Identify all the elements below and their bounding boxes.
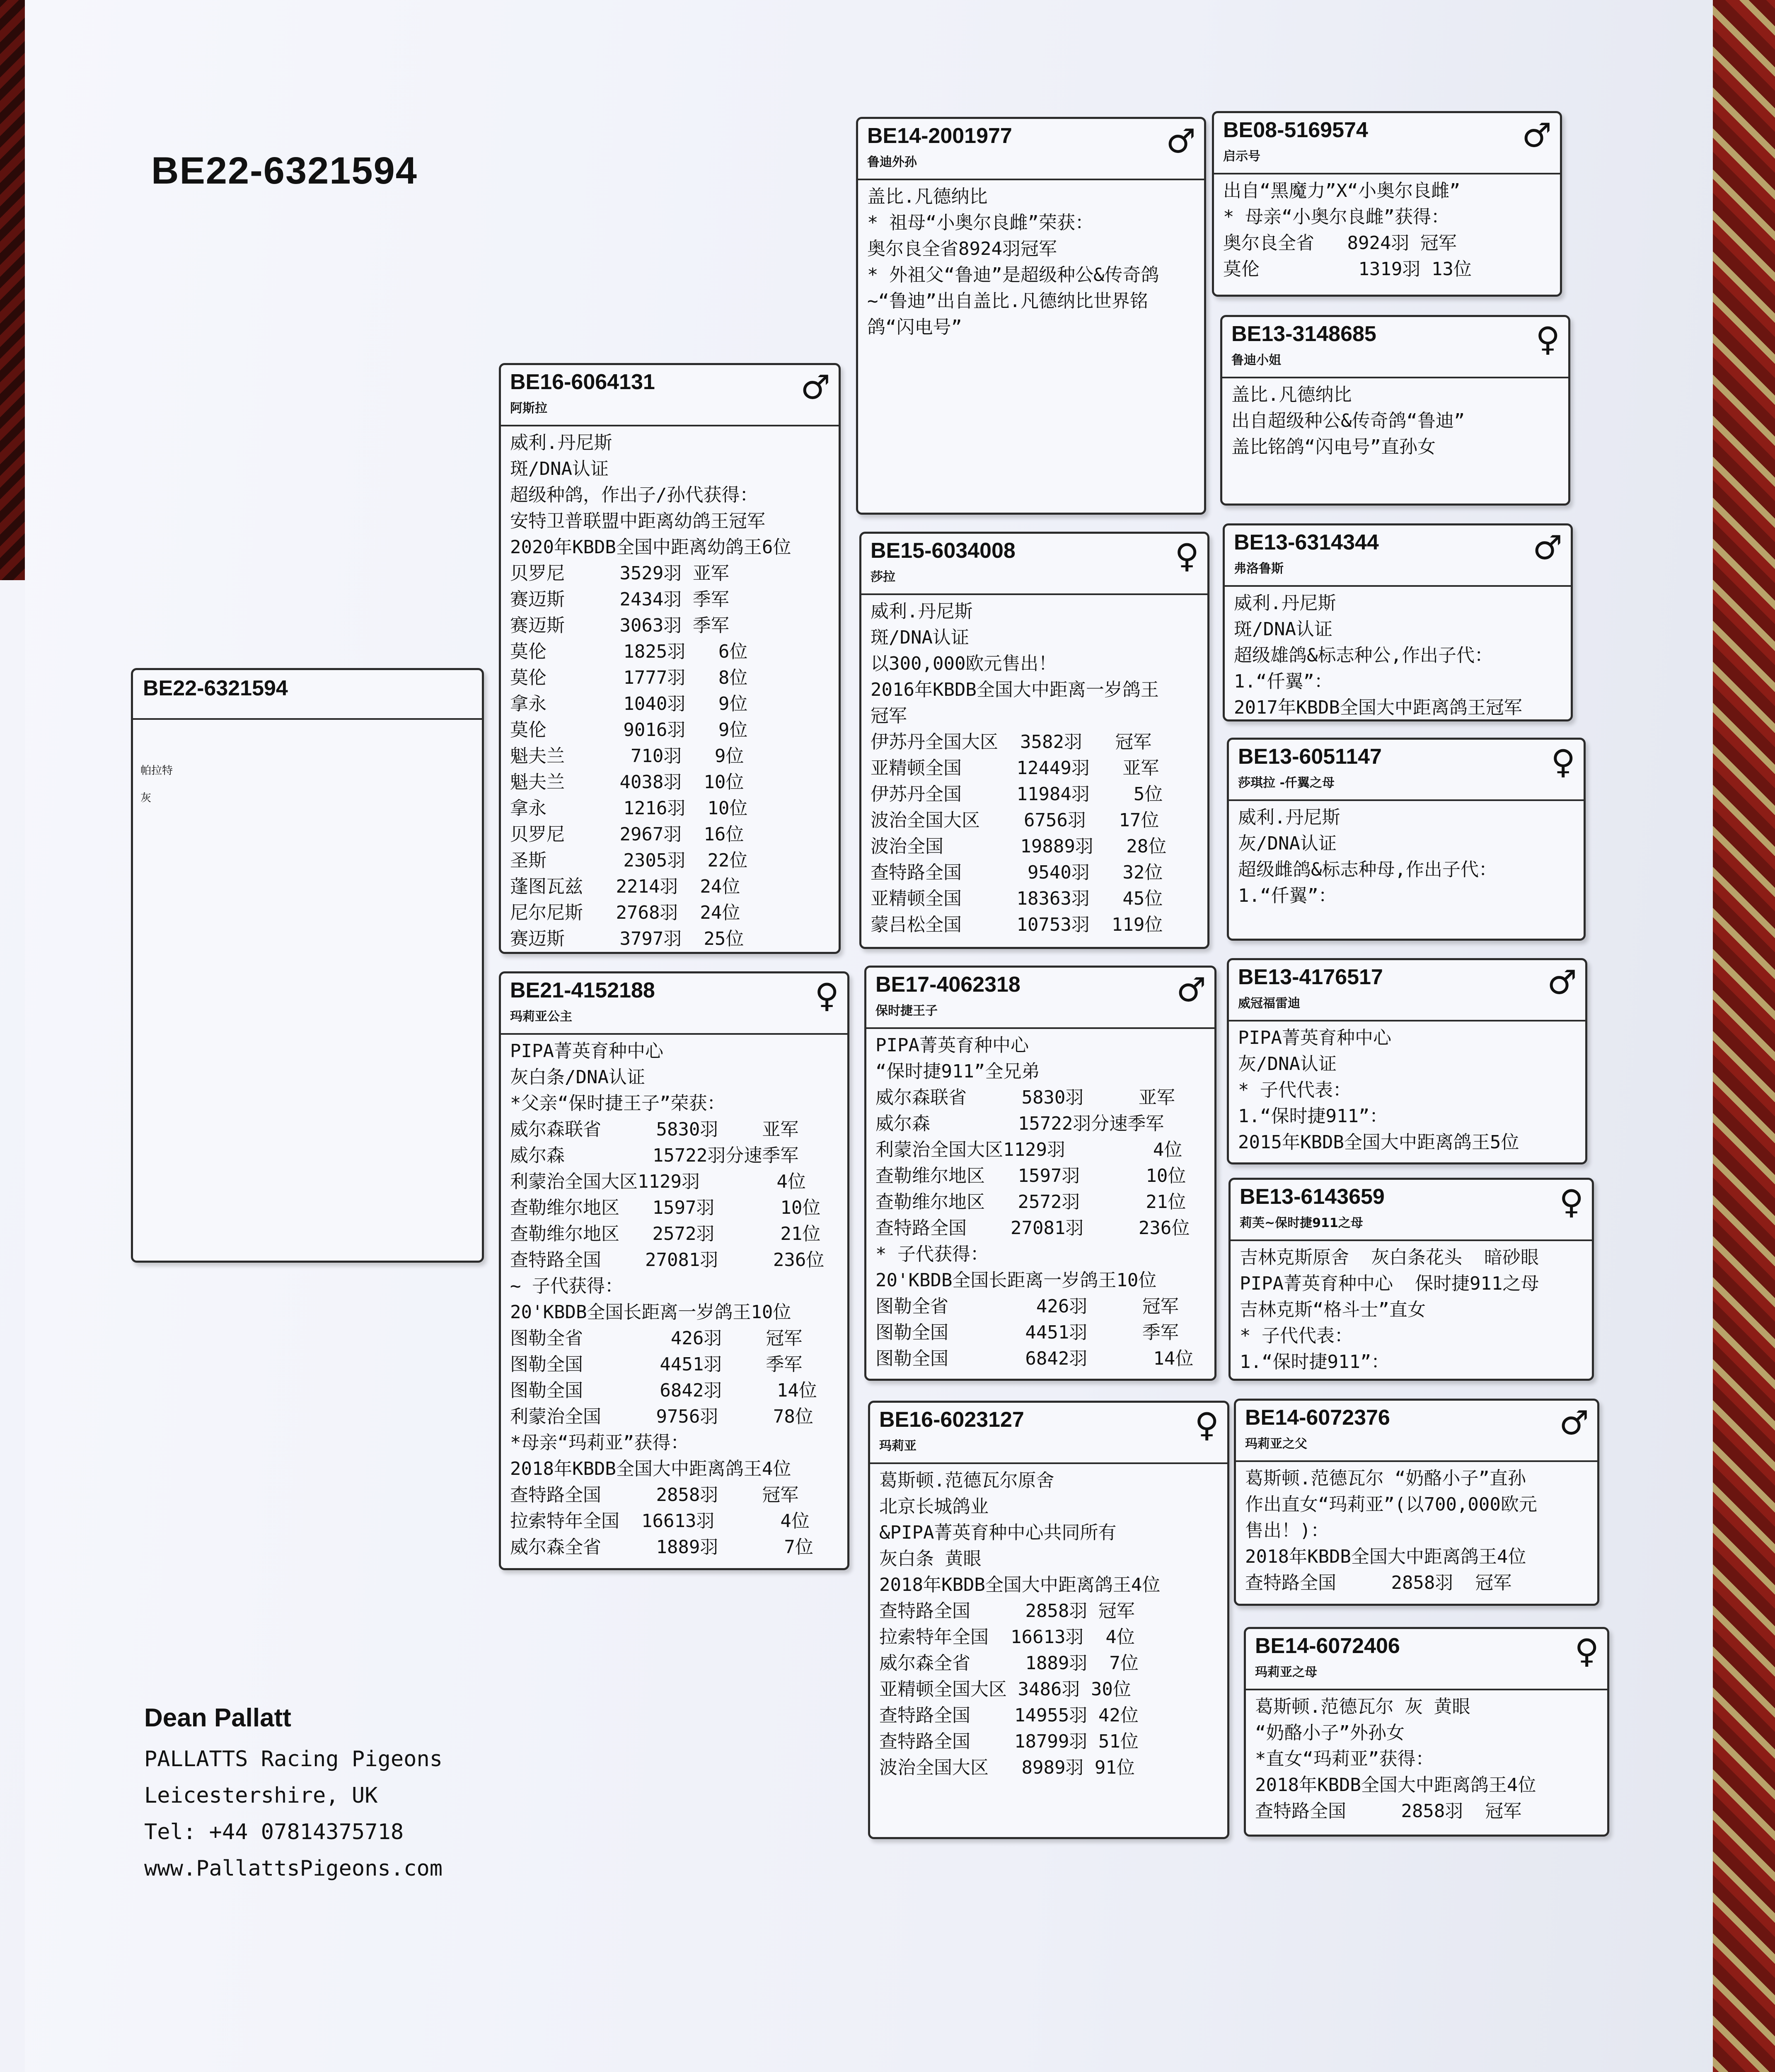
- card-line: 拉索特年全国 16613羽 4位: [879, 1627, 1135, 1648]
- male-symbol-icon: ♂: [1176, 971, 1206, 1009]
- card-line: “奶酪小子”外孙女: [1255, 1722, 1405, 1743]
- card-line: * 母亲“小奥尔良雌”获得：: [1223, 206, 1449, 228]
- card-line: 波治全国 19889羽 28位: [871, 836, 1167, 857]
- card-line: 2016年KBDB全国大中距离一岁鸽王: [871, 679, 1159, 700]
- card-line: 灰白条/DNA认证: [510, 1067, 645, 1088]
- card-line: 吉林克斯原舍 灰白条花头 暗砂眼: [1240, 1247, 1539, 1268]
- male-symbol-icon: ♂: [1533, 528, 1562, 567]
- card-header: [1225, 525, 1571, 587]
- card-line: 圣斯 2305羽 22位: [510, 850, 748, 871]
- female-symbol-icon: ♀: [1536, 320, 1560, 358]
- female-symbol-icon: ♀: [1574, 1632, 1599, 1670]
- breeder-contact: [144, 1703, 443, 1887]
- card-line: 莫伦 1825羽 6位: [510, 641, 748, 662]
- card-line: 2015年KBDB全国大中距离鸽王5位: [1238, 1132, 1519, 1153]
- card-line: 蓬图瓦兹 2214羽 24位: [510, 876, 740, 897]
- card-line: 盖比.凡德纳比: [1231, 384, 1352, 405]
- card-line: 查特路全国 18799羽 51位: [879, 1731, 1139, 1752]
- grandsire-dam-side-card: [864, 966, 1216, 1381]
- breeder-line: Tel: +44 07814375718: [144, 1820, 404, 1844]
- card-line: ~ 子代获得：: [510, 1276, 623, 1297]
- great-grandparent-card-4: [1227, 738, 1586, 941]
- card-line: 波治全国大区 6756羽 17位: [871, 810, 1159, 831]
- ring-number: BE13-6143659: [1240, 1185, 1385, 1209]
- bird-name: 玛莉亚: [879, 1439, 917, 1453]
- card-line: * 祖母“小奥尔良雌”荣获：: [867, 212, 1093, 233]
- male-symbol-icon: ♂: [1559, 1404, 1589, 1442]
- card-line: 图勒全国 4451羽 季军: [875, 1322, 1179, 1343]
- card-line: 以300,000欧元售出！: [871, 653, 1057, 674]
- card-line: 图勒全省 426羽 冠军: [510, 1328, 803, 1349]
- card-line: 斑/DNA认证: [871, 627, 969, 648]
- card-line: 查特路全国 2858羽 冠军: [510, 1484, 799, 1506]
- card-line: 莫伦 1777羽 8位: [510, 667, 748, 688]
- ring-number: BE15-6034008: [871, 539, 1016, 563]
- bird-name: 威冠福雷迪: [1238, 996, 1300, 1011]
- tablecloth-left: [0, 0, 25, 580]
- card-line: 图勒全国 6842羽 14位: [875, 1348, 1194, 1369]
- card-line: 盖比.凡德纳比: [867, 186, 988, 207]
- card-line: 查勒维尔地区 1597羽 10位: [875, 1165, 1186, 1186]
- card-line: 蒙吕松全国 10753羽 119位: [871, 914, 1163, 935]
- ring-number: BE08-5169574: [1223, 118, 1368, 142]
- card-line: 利蒙治全国大区1129羽 4位: [875, 1139, 1183, 1160]
- bird-name: 莉芙~保时捷911之母: [1240, 1216, 1363, 1230]
- ring-number: BE14-6072406: [1255, 1634, 1400, 1658]
- granddam-sire-side-card: [859, 532, 1209, 949]
- card-line: 查特路全国 2858羽 冠军: [1255, 1801, 1522, 1822]
- card-line: 灰/DNA认证: [1238, 833, 1337, 854]
- card-line: 斑/DNA认证: [510, 458, 609, 479]
- breeder-name: Dean Pallatt: [144, 1704, 291, 1732]
- card-line: 冠军: [871, 705, 907, 726]
- card-line: 伊苏丹全国大区 3582羽 冠军: [871, 731, 1152, 753]
- ring-number: BE16-6064131: [510, 370, 655, 394]
- card-body: [1225, 587, 1571, 721]
- card-line: *父亲“保时捷王子”荣获：: [510, 1093, 725, 1114]
- ring-number: BE14-6072376: [1245, 1406, 1390, 1430]
- card-line: 威尔森联省 5830羽 亚军: [875, 1087, 1175, 1108]
- card-body: [866, 1029, 1214, 1375]
- ring-number: BE16-6023127: [879, 1408, 1024, 1432]
- card-line: 2017年KBDB全国大中距离鸽王冠军: [1234, 697, 1522, 718]
- card-line: 盖比铭鸽“闪电号”直孙女: [1231, 436, 1436, 457]
- tablecloth-right: [1713, 0, 1775, 2072]
- great-grandparent-card-7: [1234, 1399, 1599, 1606]
- card-line: 葛斯顿.范德瓦尔 灰 黄眼: [1255, 1696, 1470, 1717]
- card-line: 魁夫兰 710羽 9位: [510, 746, 744, 767]
- card-line: 赛迈斯 2434羽 季军: [510, 589, 729, 610]
- great-grandparent-card-6: [1228, 1178, 1594, 1381]
- male-symbol-icon: ♂: [800, 368, 830, 407]
- card-line: * 子代代表：: [1240, 1325, 1353, 1346]
- card-line: 亚精顿全国 12449羽 亚军: [871, 758, 1159, 779]
- male-symbol-icon: ♂: [1522, 116, 1552, 155]
- ring-number: BE13-4176517: [1238, 965, 1383, 989]
- card-line: PIPA菁英育种中心: [1238, 1027, 1391, 1048]
- card-line: 贝罗尼 2967羽 16位: [510, 824, 744, 845]
- card-line: 伊苏丹全国 11984羽 5位: [871, 784, 1163, 805]
- card-line: * 子代代表：: [1238, 1080, 1351, 1101]
- card-line: 1.“仟翼”：: [1238, 885, 1337, 906]
- card-line: 赛迈斯 3063羽 季军: [510, 615, 729, 636]
- card-header: [1246, 1629, 1607, 1690]
- ring-number: BE13-6314344: [1234, 530, 1379, 554]
- card-line: 亚精顿全国 18363羽 45位: [871, 888, 1163, 909]
- subject-ring: BE22-6321594: [133, 670, 482, 720]
- card-line: 吉林克斯“格斗士”直女: [1240, 1299, 1426, 1320]
- bird-name: 鲁迪小姐: [1231, 353, 1281, 368]
- card-line: 1.“保时捷911”：: [1238, 1106, 1388, 1127]
- card-line: * 外祖父“鲁迪”是超级种公&传奇鸽: [867, 264, 1159, 286]
- card-line: 2018年KBDB全国大中距离鸽王4位: [510, 1458, 791, 1479]
- female-symbol-icon: ♀: [1559, 1183, 1584, 1221]
- card-body: [1246, 1690, 1607, 1828]
- female-symbol-icon: ♀: [815, 976, 839, 1015]
- card-line: 查勒维尔地区 2572羽 21位: [510, 1223, 821, 1244]
- card-body: [870, 1464, 1227, 1784]
- card-body: [1229, 801, 1584, 912]
- bird-name: 玛莉亚公主: [510, 1009, 572, 1024]
- card-line: 葛斯顿.范德瓦尔原舍: [879, 1470, 1054, 1491]
- bird-name: 玛莉亚之母: [1255, 1665, 1317, 1680]
- card-line: “保时捷911”全兄弟: [875, 1061, 1040, 1082]
- card-line: 20'KBDB全国长距离一岁鸽王10位: [875, 1270, 1157, 1291]
- dam-card: [499, 971, 849, 1570]
- bird-name: 弗洛鲁斯: [1234, 562, 1284, 576]
- card-line: 查特路全国 9540羽 32位: [871, 862, 1163, 883]
- card-line: 售出！)：: [1245, 1520, 1329, 1541]
- sire-card: [499, 363, 841, 954]
- card-line: 1.“仟翼”：: [1234, 671, 1332, 692]
- card-header: [858, 119, 1204, 180]
- ring-number: BE21-4152188: [510, 978, 655, 1002]
- card-line: 威尔森 15722羽分速季军: [510, 1145, 799, 1166]
- card-body: [1222, 378, 1568, 463]
- card-line: 2018年KBDB全国大中距离鸽王4位: [1245, 1546, 1526, 1567]
- grandsire-sire-side-card: [856, 117, 1206, 515]
- card-line: 莫伦 1319羽 13位: [1223, 259, 1472, 280]
- card-body: [1214, 174, 1560, 286]
- card-header: [501, 365, 839, 426]
- card-line: 威尔森全省 1889羽 7位: [510, 1537, 813, 1558]
- card-line: 超级雌鸽&标志种母,作出子代：: [1238, 859, 1497, 880]
- card-line: 查特路全国 27081羽 236位: [510, 1249, 825, 1271]
- great-grandparent-card-5: [1227, 958, 1587, 1164]
- card-line: 威利.丹尼斯: [1234, 593, 1336, 614]
- card-line: 查特路全国 14955羽 42位: [879, 1705, 1139, 1726]
- card-line: 出自超级种公&传奇鸽“鲁迪”: [1231, 410, 1465, 431]
- great-grandparent-card-1: [1212, 111, 1562, 297]
- card-line: 拿永 1216羽 10位: [510, 798, 748, 819]
- male-symbol-icon: ♂: [1166, 122, 1196, 160]
- card-line: 奥尔良全省8924羽冠军: [867, 238, 1057, 259]
- card-line: &PIPA菁英育种中心共同所有: [879, 1522, 1117, 1543]
- bird-name: 保时捷王子: [875, 1004, 938, 1018]
- subject-body: [133, 720, 482, 849]
- card-line: 20'KBDB全国长距离一岁鸽王10位: [510, 1302, 791, 1323]
- card-line: 灰/DNA认证: [1238, 1053, 1337, 1075]
- card-line: 鸽“闪电号”: [867, 317, 962, 338]
- card-line: 查勒维尔地区 1597羽 10位: [510, 1197, 821, 1218]
- card-line: * 子代获得：: [875, 1244, 989, 1265]
- granddam-dam-side-card: [868, 1401, 1229, 1839]
- card-header: [861, 534, 1207, 595]
- card-line: *母亲“玛莉亚”获得：: [510, 1432, 689, 1453]
- great-grandparent-card-8: [1244, 1627, 1609, 1837]
- card-line: 1.“保时捷911”：: [1240, 1351, 1390, 1372]
- card-line: 拉索特年全国 16613羽 4位: [510, 1510, 810, 1532]
- card-body: [1231, 1241, 1592, 1378]
- card-line: 2018年KBDB全国大中距离鸽王4位: [879, 1574, 1161, 1595]
- card-line: 威利.丹尼斯: [871, 601, 973, 622]
- bird-name: 莎琪拉 -仟翼之母: [1238, 776, 1335, 790]
- card-line: 威利.丹尼斯: [1238, 807, 1340, 828]
- card-line: 葛斯顿.范德瓦尔 “奶酪小子”直孙: [1245, 1468, 1526, 1489]
- card-line: 威尔森全省 1889羽 7位: [879, 1653, 1139, 1674]
- card-line: 威尔森联省 5830羽 亚军: [510, 1119, 799, 1140]
- card-line: 拿永 1040羽 9位: [510, 693, 748, 714]
- male-symbol-icon: ♂: [1547, 963, 1577, 1002]
- bird-name: 玛莉亚之父: [1245, 1437, 1307, 1451]
- card-body: [501, 426, 839, 954]
- card-line: 2020年KBDB全国中距离幼鸽王6位: [510, 537, 791, 558]
- card-line: 图勒全省 426羽 冠军: [875, 1296, 1179, 1317]
- card-line: 威利.丹尼斯: [510, 432, 612, 453]
- card-line: 波治全国大区 8989羽 91位: [879, 1757, 1135, 1778]
- card-line: 查特路全国 2858羽 冠军: [879, 1600, 1135, 1622]
- card-line: 北京长城鸽业: [879, 1496, 989, 1517]
- card-line: 图勒全国 4451羽 季军: [510, 1354, 803, 1375]
- bird-name: 莎拉: [871, 570, 895, 584]
- card-line: 超级种鸽，作出子/孙代获得：: [510, 484, 758, 506]
- card-header: [1236, 1401, 1597, 1462]
- card-line: 图勒全国 6842羽 14位: [510, 1380, 817, 1401]
- ring-number: BE13-6051147: [1238, 745, 1382, 769]
- bird-name: 阿斯拉: [510, 401, 547, 416]
- card-line: 灰白条 黄眼: [879, 1548, 982, 1569]
- ring-number: BE14-2001977: [867, 124, 1012, 148]
- card-line: 赛迈斯 3797羽 25位: [510, 928, 744, 949]
- card-line: 利蒙治全国大区1129羽 4位: [510, 1171, 806, 1192]
- card-line: 查特路全国 27081羽 236位: [875, 1218, 1190, 1239]
- card-line: 作出直女“玛莉亚”(以700,000欧元: [1245, 1494, 1537, 1515]
- great-grandparent-card-2: [1220, 315, 1570, 506]
- great-grandparent-card-3: [1223, 523, 1573, 721]
- card-line: *直女“玛莉亚”获得：: [1255, 1748, 1434, 1769]
- card-header: [866, 968, 1214, 1029]
- card-body: [1236, 1462, 1597, 1599]
- card-line: 威尔森 15722羽分速季军: [875, 1113, 1164, 1134]
- card-line: 奥尔良全省 8924羽 冠军: [1223, 232, 1457, 254]
- card-line: 安特卫普联盟中距离幼鸽王冠军: [510, 511, 765, 532]
- card-header: [1231, 1180, 1592, 1241]
- card-body: [861, 595, 1207, 941]
- card-line: 出自“黑魔力”X“小奥尔良雌”: [1223, 180, 1461, 201]
- card-line: PIPA菁英育种中心: [875, 1035, 1029, 1056]
- card-header: [501, 973, 847, 1035]
- subject-card: [131, 668, 484, 1263]
- card-body: [858, 180, 1204, 344]
- card-line: 亚精顿全国大区 3486羽 30位: [879, 1679, 1131, 1700]
- bird-name: 启示号: [1223, 149, 1260, 164]
- female-symbol-icon: ♀: [1195, 1406, 1219, 1444]
- subject-line: 灰: [140, 792, 152, 804]
- card-line: ~“鲁迪”出自盖比.凡德纳比世界铭: [867, 290, 1148, 312]
- card-header: [1214, 113, 1560, 174]
- card-header: [1229, 960, 1585, 1021]
- card-line: PIPA菁英育种中心 保时捷911之母: [1240, 1273, 1539, 1294]
- ring-number: BE17-4062318: [875, 973, 1021, 997]
- breeder-line: www.PallattsPigeons.com: [144, 1856, 443, 1881]
- card-line: 贝罗尼 3529羽 亚军: [510, 563, 729, 584]
- ring-number: BE13-3148685: [1231, 322, 1376, 346]
- female-symbol-icon: ♀: [1551, 743, 1575, 781]
- card-header: [870, 1403, 1227, 1464]
- card-body: [501, 1035, 847, 1564]
- card-header: [1229, 740, 1584, 801]
- breeder-line: PALLATTS Racing Pigeons: [144, 1747, 443, 1772]
- breeder-line: Leicestershire, UK: [144, 1783, 378, 1808]
- card-line: 斑/DNA认证: [1234, 619, 1332, 640]
- female-symbol-icon: ♀: [1175, 537, 1199, 575]
- card-line: 魁夫兰 4038羽 10位: [510, 772, 744, 793]
- page-title: BE22-6321594: [151, 150, 418, 192]
- card-line: 查勒维尔地区 2572羽 21位: [875, 1191, 1186, 1213]
- card-header: [1222, 317, 1568, 378]
- subject-line: 帕拉特: [140, 765, 173, 777]
- card-line: 利蒙治全国 9756羽 78位: [510, 1406, 813, 1427]
- card-line: 2018年KBDB全国大中距离鸽王4位: [1255, 1774, 1536, 1796]
- card-line: 莫伦 9016羽 9位: [510, 719, 748, 741]
- card-line: 超级雄鸽&标志种公,作出子代：: [1234, 645, 1493, 666]
- card-line: PIPA菁英育种中心: [510, 1041, 663, 1062]
- card-line: 尼尔尼斯 2768羽 24位: [510, 902, 740, 923]
- card-body: [1229, 1021, 1585, 1159]
- bird-name: 鲁迪外孙: [867, 155, 917, 169]
- card-line: 查特路全国 2858羽 冠军: [1245, 1572, 1512, 1593]
